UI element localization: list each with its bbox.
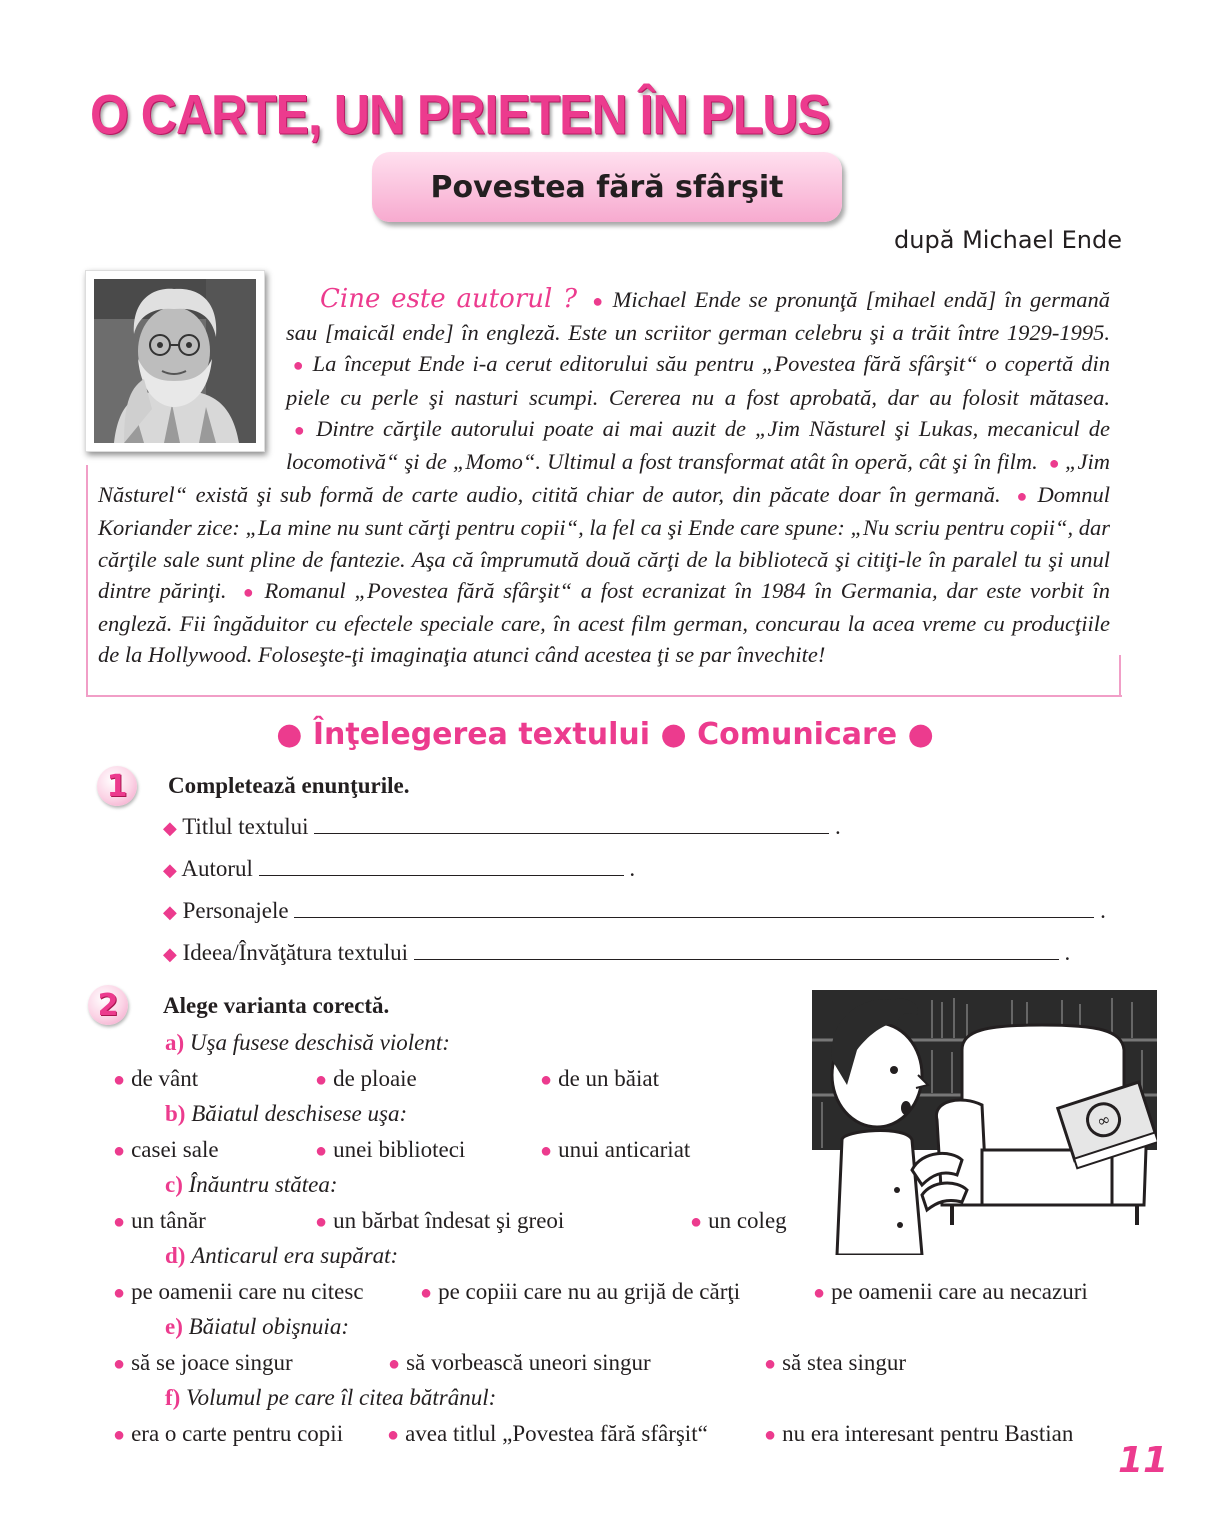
- answer-option[interactable]: ● să vorbească uneori singur: [388, 1350, 651, 1375]
- exercise-number-badge: 1: [97, 766, 137, 806]
- answer-option[interactable]: ● avea titlul „Povestea fără sfârşit“: [387, 1421, 708, 1446]
- question-label: d) Anticarul era supărat:: [165, 1243, 399, 1268]
- diamond-bullet-icon: ◆: [163, 860, 177, 880]
- answer-option[interactable]: ● un tânăr: [113, 1208, 206, 1233]
- diamond-bullet-icon: ◆: [163, 902, 177, 922]
- author-info-box-border-right: [1119, 655, 1121, 696]
- boy-armchair-illustration: [812, 990, 1157, 1260]
- author-credit: după Michael Ende: [894, 226, 1122, 254]
- page-number: 11: [1118, 1440, 1169, 1481]
- answer-option[interactable]: ● pe oamenii care au necazuri: [813, 1279, 1088, 1304]
- fill-in-item: ◆ Titlul textului .: [163, 814, 841, 839]
- story-title-banner: [372, 152, 842, 222]
- answer-option[interactable]: ● de un băiat: [540, 1066, 659, 1091]
- question-label: f) Volumul pe care îl citea bătrânul:: [165, 1385, 497, 1410]
- fill-in-item: ◆ Personajele .: [163, 898, 1106, 923]
- author-info-heading: Cine este autorul ?: [320, 284, 578, 314]
- illustration-icon: [812, 990, 1157, 1255]
- answer-blank[interactable]: [314, 813, 829, 834]
- author-info-text: Cine este autorul ? ● Michael Ende se pronunţă [mihael endă] în germană sau [maicăl ende] în engleză. Este un scriitor german celebru şi a trăit între 1929-1995. ● La început Ende i-a cerut editorului său pentru „Povestea fără sfârşit“ o copertă din piele cu perle şi nasturi scumpi. Cererea nu a fost aprobată, dar au folosit mătasea. ● Dintre cărţile autorului poate ai mai auzit de „Jim Năsturel şi Lukas, mecanicul de locomotivă“ şi de „Momo“. Ultimul a fost transformat atât în operă, cât şi în film. ● „Jim Năsturel“ există şi sub formă de carte audio, citită chiar de autor, din păcate doar în germană. ● Domnul Koriander zice: „La mine nu sunt cărţi pentru copii“, la fel ca şi Ende care spune: „Nu scriu pentru copii“, dar cărţile sale sunt pline de fantezie. Aşa că împrumută două cărţi de la bibliotecă şi citiţi-le în paralel tu şi unul dintre părinţi. ● Romanul „Povestea fără sfârşit“ a fost ecranizat în 1984 în Germania, dar este vorbit în engleză. Fii îngăduitor cu efectele speciale care, în acest film german, concurau la acea vreme cu producţiile de la Hollywood. Foloseşte-ţi imaginaţia atunci când acestea ţi se par învechite!: [98, 284, 1111, 668]
- answer-option[interactable]: ● unui anticariat: [540, 1137, 691, 1162]
- question-label: a) Uşa fusese deschisă violent:: [165, 1030, 450, 1055]
- info-paragraph: La început Ende i-a cerut editorului său pentru „Povestea fără sfârşit“ o copertă din piele cu perle şi nasturi scumpi. Cererea nu a fost aprobată, dar au folosit mătasea.: [286, 351, 1110, 410]
- answer-option[interactable]: ● să se joace singur: [113, 1350, 293, 1375]
- exercise-instruction: Completează enunţurile.: [168, 773, 410, 798]
- question-label: c) Înăuntru stătea:: [165, 1172, 338, 1197]
- question-label: b) Băiatul deschisese uşa:: [165, 1101, 408, 1126]
- answer-option[interactable]: ● era o carte pentru copii: [113, 1421, 344, 1446]
- story-title: Povestea fără sfârşit: [430, 169, 784, 205]
- info-paragraph: „Jim Năsturel“ există şi sub formă de carte audio, citită chiar de autor, din păcate doar în germană.: [98, 449, 1111, 508]
- question-label: e) Băiatul obişnuia:: [165, 1314, 349, 1339]
- answer-option[interactable]: ● un coleg: [690, 1208, 787, 1233]
- page-title: O CARTE, UN PRIETEN ÎN PLUS: [90, 83, 830, 146]
- fill-in-item: ◆ Ideea/Învăţătura textului .: [163, 940, 1071, 965]
- exercise-number-badge: 2: [88, 985, 128, 1025]
- answer-option[interactable]: ● de vânt: [113, 1066, 199, 1091]
- answer-option[interactable]: ● de ploaie: [315, 1066, 417, 1091]
- info-paragraph: Domnul Koriander zice: „La mine nu sunt cărţi pentru copii“, la fel ca şi Ende care spune: „Nu scriu pentru copii“, dar cărţile sale sunt pline de fantezie. Aşa că împrumută două cărţi de la bibliotecă şi citiţi-le în paralel tu şi unul dintre părinţi.: [98, 482, 1111, 603]
- answer-option[interactable]: ● unei biblioteci: [315, 1137, 466, 1162]
- answer-blank[interactable]: [294, 897, 1094, 918]
- diamond-bullet-icon: ◆: [163, 818, 177, 838]
- info-paragraph: Michael Ende se pronunţă [mihael endă] în germană sau [maicăl ende] în engleză. Este un scriitor german celebru şi a trăit între 1929-1995.: [286, 287, 1111, 346]
- info-paragraph: Romanul „Povestea fără sfârşit“ a fost ecranizat în 1984 în Germania, dar este vorbit în engleză. Fii îngăduitor cu efectele speciale care, în acest film german, concurau la acea vreme cu producţiile de la Hollywood. Foloseşte-ţi imaginaţia atunci când acestea ţi se par învechite!: [98, 577, 1111, 668]
- answer-option[interactable]: ● pe oamenii care nu citesc: [113, 1279, 364, 1304]
- info-paragraph: Dintre cărţile autorului poate ai mai auzit de „Jim Năsturel şi Lukas, mecanicul de locomotivă“ şi de „Momo“. Ultimul a fost transformat atât în operă, cât şi în film.: [286, 415, 1110, 475]
- answer-blank[interactable]: [259, 855, 624, 876]
- answer-option[interactable]: ● casei sale: [113, 1137, 219, 1162]
- fill-in-item: ◆ Autorul .: [163, 856, 636, 881]
- answer-option[interactable]: ● pe copiii care nu au grijă de cărţi: [420, 1279, 741, 1304]
- diamond-bullet-icon: ◆: [163, 944, 177, 964]
- answer-option[interactable]: ● un bărbat îndesat şi greoi: [315, 1208, 565, 1233]
- svg-text:∞: ∞: [1094, 1109, 1113, 1132]
- answer-option[interactable]: ● nu era interesant pentru Bastian: [764, 1421, 1074, 1446]
- answer-option[interactable]: ● să stea singur: [764, 1350, 907, 1375]
- answer-blank[interactable]: [414, 939, 1059, 960]
- section-heading: ● Înţelegerea textului ● Comunicare ●: [276, 717, 934, 752]
- exercise-instruction: Alege varianta corectă.: [163, 993, 390, 1018]
